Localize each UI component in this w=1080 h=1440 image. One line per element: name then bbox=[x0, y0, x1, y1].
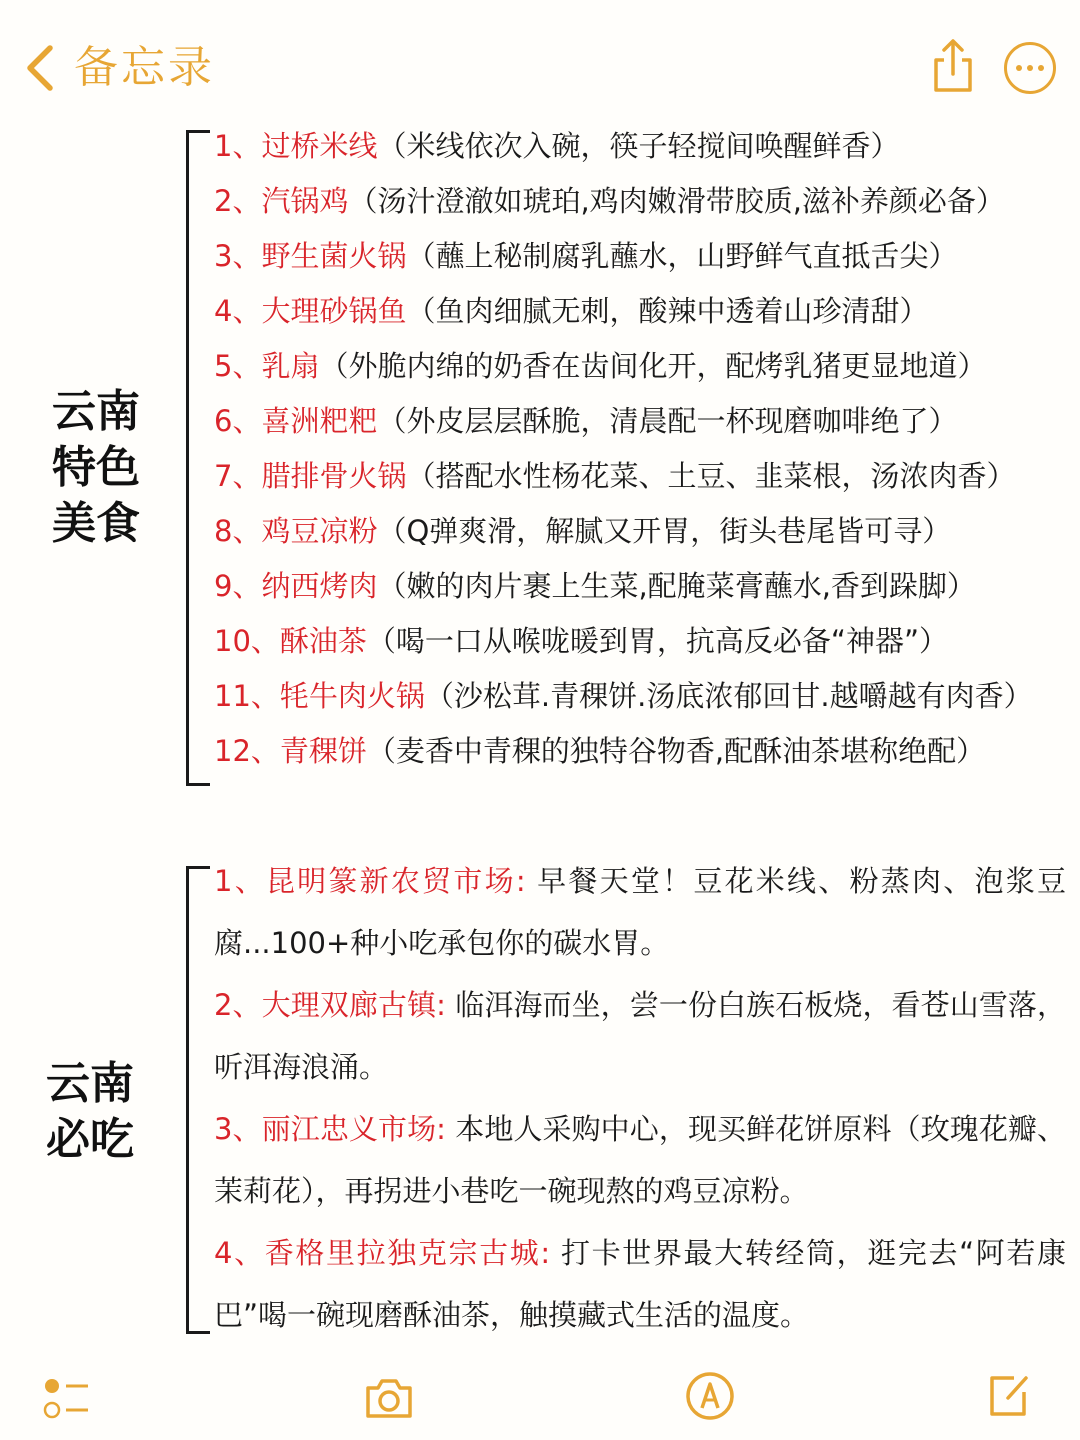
markup-pen-icon[interactable] bbox=[684, 1370, 736, 1422]
section-yunnan-specialty-food bbox=[0, 126, 1080, 788]
item-number: 4、 bbox=[214, 294, 262, 328]
place-item bbox=[214, 1098, 1066, 1222]
food-name: 汽锅鸡 bbox=[261, 184, 349, 218]
food-description: （搭配水性杨花菜、土豆、韭菜根，汤浓肉香） bbox=[406, 459, 1016, 493]
food-item bbox=[214, 346, 1074, 401]
more-dot bbox=[1038, 65, 1044, 71]
section-title-line: 特色 bbox=[52, 442, 140, 493]
bracket-divider bbox=[186, 866, 210, 1334]
section-title bbox=[36, 384, 156, 552]
back-label: 备忘录 bbox=[74, 42, 215, 93]
item-number: 3、 bbox=[214, 1112, 262, 1146]
place-list bbox=[214, 850, 1066, 1346]
place-item bbox=[214, 1222, 1066, 1346]
place-name: 丽江忠义市场: bbox=[261, 1112, 446, 1146]
section-title-line: 必吃 bbox=[46, 1114, 134, 1165]
section-title-line: 云南 bbox=[52, 386, 140, 437]
item-number: 5、 bbox=[214, 349, 262, 383]
food-description: （外皮层层酥脆，清晨配一杯现磨咖啡绝了） bbox=[377, 404, 958, 438]
item-number: 1、 bbox=[214, 864, 266, 898]
bottom-toolbar bbox=[0, 1360, 1080, 1440]
food-name: 乳扇 bbox=[261, 349, 320, 383]
chevron-left-icon bbox=[22, 42, 56, 94]
place-item bbox=[214, 974, 1066, 1098]
more-dot bbox=[1016, 65, 1022, 71]
item-number: 12、 bbox=[214, 734, 280, 768]
section-yunnan-must-eat bbox=[0, 850, 1080, 1336]
food-description: （米线依次入碗，筷子轻搅间唤醒鲜香） bbox=[377, 129, 900, 163]
food-description: （沙松茸.青稞饼.汤底浓郁回甘.越嚼越有肉香） bbox=[424, 679, 1033, 713]
navigation-bar bbox=[0, 0, 1080, 120]
place-description: 打卡世界最大转经筒，逛完去“阿若康巴”喝一碗现磨酥油茶，触摸藏式生活的温度。 bbox=[214, 1236, 1066, 1332]
food-item bbox=[214, 126, 1074, 181]
food-item bbox=[214, 731, 1074, 786]
back-button[interactable] bbox=[22, 38, 215, 98]
compose-icon[interactable] bbox=[988, 1370, 1032, 1420]
item-number: 2、 bbox=[214, 184, 262, 218]
food-item bbox=[214, 456, 1074, 511]
food-item bbox=[214, 236, 1074, 291]
food-name: 牦牛肉火锅 bbox=[279, 679, 425, 713]
item-number: 6、 bbox=[214, 404, 262, 438]
food-name: 青稞饼 bbox=[279, 734, 367, 768]
food-description: （汤汁澄澈如琥珀,鸡肉嫩滑带胶质,滋补养颜必备） bbox=[348, 184, 1005, 218]
place-item bbox=[214, 850, 1066, 974]
place-name: 大理双廊古镇: bbox=[261, 988, 446, 1022]
food-description: （喝一口从喉咙暖到胃，抗高反必备“神器”） bbox=[366, 624, 948, 658]
item-number: 4、 bbox=[214, 1236, 265, 1270]
bracket-divider bbox=[186, 130, 210, 786]
food-description: （Q弹爽滑，解腻又开胃，街头巷尾皆可寻） bbox=[377, 514, 952, 548]
more-button[interactable] bbox=[1004, 42, 1056, 94]
food-name: 酥油茶 bbox=[279, 624, 367, 658]
section-title bbox=[30, 1056, 150, 1168]
item-number: 2、 bbox=[214, 988, 262, 1022]
food-item bbox=[214, 291, 1074, 346]
food-item bbox=[214, 621, 1074, 676]
checklist-icon[interactable] bbox=[40, 1374, 92, 1422]
food-name: 过桥米线 bbox=[261, 129, 378, 163]
item-number: 11、 bbox=[214, 679, 280, 713]
section-title-line: 云南 bbox=[46, 1058, 134, 1109]
food-item bbox=[214, 401, 1074, 456]
share-icon[interactable] bbox=[928, 36, 978, 96]
food-name: 大理砂锅鱼 bbox=[261, 294, 407, 328]
more-dot bbox=[1027, 65, 1033, 71]
food-item bbox=[214, 181, 1074, 236]
food-item bbox=[214, 566, 1074, 621]
item-number: 3、 bbox=[214, 239, 262, 273]
place-description: 临洱海而坐，尝一份白族石板烧，看苍山雪落，听洱海浪涌。 bbox=[214, 988, 1066, 1084]
place-description: 本地人采购中心，现买鲜花饼原料（玫瑰花瓣、茉莉花），再拐进小巷吃一碗现熬的鸡豆凉粉。 bbox=[214, 1112, 1066, 1208]
item-number: 10、 bbox=[214, 624, 280, 658]
item-number: 7、 bbox=[214, 459, 262, 493]
food-item bbox=[214, 511, 1074, 566]
food-name: 喜洲粑粑 bbox=[261, 404, 378, 438]
item-number: 9、 bbox=[214, 569, 262, 603]
food-description: （嫩的肉片裹上生菜,配腌菜膏蘸水,香到跺脚） bbox=[377, 569, 976, 603]
food-name: 野生菌火锅 bbox=[261, 239, 407, 273]
food-description: （外脆内绵的奶香在齿间化开，配烤乳猪更显地道） bbox=[319, 349, 987, 383]
food-item bbox=[214, 676, 1074, 731]
place-name: 昆明篆新农贸市场: bbox=[265, 864, 526, 898]
food-description: （鱼肉细腻无刺，酸辣中透着山珍清甜） bbox=[406, 294, 929, 328]
place-description: 早餐天堂！豆花米线、粉蒸肉、泡浆豆腐...100+种小吃承包你的碳水胃。 bbox=[214, 864, 1066, 960]
food-name: 腊排骨火锅 bbox=[261, 459, 407, 493]
place-name: 香格里拉独克宗古城: bbox=[264, 1236, 551, 1270]
food-name: 鸡豆凉粉 bbox=[261, 514, 378, 548]
section-title-line: 美食 bbox=[52, 498, 140, 549]
food-name: 纳西烤肉 bbox=[261, 569, 378, 603]
item-number: 8、 bbox=[214, 514, 262, 548]
food-list bbox=[214, 126, 1074, 786]
food-description: （蘸上秘制腐乳蘸水，山野鲜气直抵舌尖） bbox=[406, 239, 958, 273]
food-description: （麦香中青稞的独特谷物香,配酥油茶堪称绝配） bbox=[366, 734, 986, 768]
camera-icon[interactable] bbox=[362, 1374, 416, 1422]
item-number: 1、 bbox=[214, 129, 262, 163]
